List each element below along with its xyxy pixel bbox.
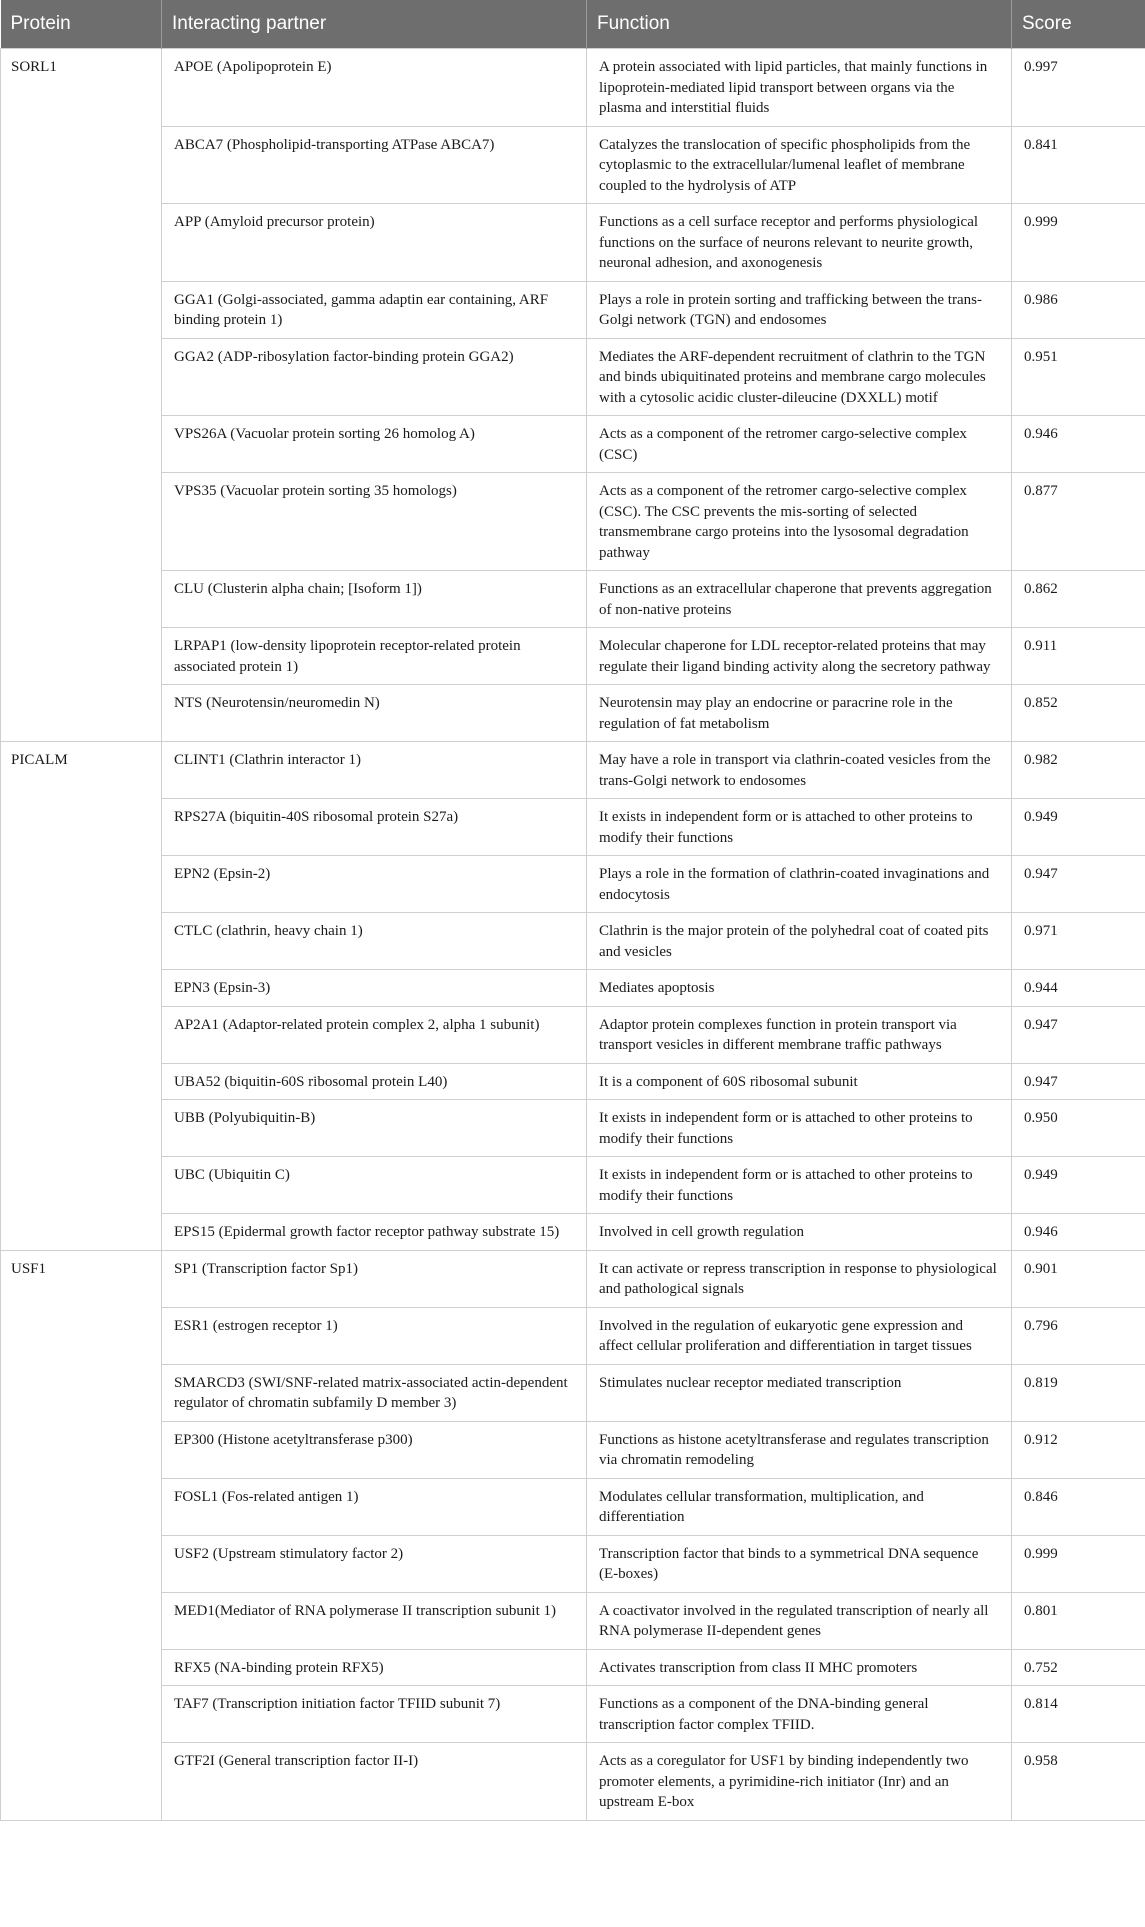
table-row xyxy=(1,473,1145,571)
table-row xyxy=(1,1592,1145,1649)
function-cell: Stimulates nuclear receptor mediated transcription xyxy=(587,1364,1012,1421)
partner-cell: RFX5 (NA-binding protein RFX5) xyxy=(162,1649,587,1686)
partner-cell: NTS (Neurotensin/neuromedin N) xyxy=(162,685,587,742)
partner-cell: MED1(Mediator of RNA polymerase II transcription subunit 1) xyxy=(162,1592,587,1649)
function-cell: Functions as a cell surface receptor and performs physiological functions on the surface of neurons relevant to neurite growth, neuronal adhesion, and axonogenesis xyxy=(587,204,1012,282)
header-function: Function xyxy=(587,0,1012,49)
score-cell: 0.801 xyxy=(1012,1592,1145,1649)
score-cell: 0.997 xyxy=(1012,49,1145,127)
table-row xyxy=(1,1063,1145,1100)
partner-cell: UBA52 (biquitin-60S ribosomal protein L40) xyxy=(162,1063,587,1100)
partner-cell: GGA2 (ADP-ribosylation factor-binding protein GGA2) xyxy=(162,338,587,416)
partner-cell: UBC (Ubiquitin C) xyxy=(162,1157,587,1214)
partner-cell: CLU (Clusterin alpha chain; [Isoform 1]) xyxy=(162,571,587,628)
partner-cell: FOSL1 (Fos-related antigen 1) xyxy=(162,1478,587,1535)
score-cell: 0.912 xyxy=(1012,1421,1145,1478)
score-cell: 0.958 xyxy=(1012,1743,1145,1821)
score-cell: 0.841 xyxy=(1012,126,1145,204)
partner-cell: EP300 (Histone acetyltransferase p300) xyxy=(162,1421,587,1478)
partner-cell: LRPAP1 (low-density lipoprotein receptor-related protein associated protein 1) xyxy=(162,628,587,685)
function-cell: A protein associated with lipid particles, that mainly functions in lipoprotein-mediated lipid transport between organs via the plasma and interstitial fluids xyxy=(587,49,1012,127)
score-cell: 0.982 xyxy=(1012,742,1145,799)
partner-cell: EPN3 (Epsin-3) xyxy=(162,970,587,1007)
partner-cell: EPN2 (Epsin-2) xyxy=(162,856,587,913)
score-cell: 0.862 xyxy=(1012,571,1145,628)
table-body xyxy=(1,49,1145,1821)
table-row xyxy=(1,685,1145,742)
function-cell: Functions as an extracellular chaperone that prevents aggregation of non-native proteins xyxy=(587,571,1012,628)
score-cell: 0.971 xyxy=(1012,913,1145,970)
score-cell: 0.946 xyxy=(1012,1214,1145,1251)
score-cell: 0.944 xyxy=(1012,970,1145,1007)
score-cell: 0.986 xyxy=(1012,281,1145,338)
score-cell: 0.949 xyxy=(1012,1157,1145,1214)
table-row xyxy=(1,1100,1145,1157)
partner-cell: RPS27A (biquitin-40S ribosomal protein S27a) xyxy=(162,799,587,856)
partner-cell: EPS15 (Epidermal growth factor receptor pathway substrate 15) xyxy=(162,1214,587,1251)
score-cell: 0.796 xyxy=(1012,1307,1145,1364)
score-cell: 0.947 xyxy=(1012,1063,1145,1100)
function-cell: Clathrin is the major protein of the polyhedral coat of coated pits and vesicles xyxy=(587,913,1012,970)
function-cell: May have a role in transport via clathrin-coated vesicles from the trans-Golgi network to endosomes xyxy=(587,742,1012,799)
score-cell: 0.819 xyxy=(1012,1364,1145,1421)
table-row xyxy=(1,1535,1145,1592)
table-row xyxy=(1,1250,1145,1307)
header-interacting-partner: Interacting partner xyxy=(162,0,587,49)
function-cell: Neurotensin may play an endocrine or paracrine role in the regulation of fat metabolism xyxy=(587,685,1012,742)
table-row xyxy=(1,416,1145,473)
function-cell: Transcription factor that binds to a symmetrical DNA sequence (E-boxes) xyxy=(587,1535,1012,1592)
table-row xyxy=(1,1214,1145,1251)
partner-cell: TAF7 (Transcription initiation factor TFIID subunit 7) xyxy=(162,1686,587,1743)
score-cell: 0.947 xyxy=(1012,856,1145,913)
table-row xyxy=(1,628,1145,685)
function-cell: Acts as a component of the retromer cargo-selective complex (CSC) xyxy=(587,416,1012,473)
function-cell: Mediates the ARF-dependent recruitment of clathrin to the TGN and binds ubiquitinated proteins and membrane cargo molecules with a cytosolic acidic cluster-dileucine (DXXLL) motif xyxy=(587,338,1012,416)
function-cell: Plays a role in protein sorting and trafficking between the trans-Golgi network (TGN) and endosomes xyxy=(587,281,1012,338)
partner-cell: APP (Amyloid precursor protein) xyxy=(162,204,587,282)
function-cell: It can activate or repress transcription in response to physiological and pathological signals xyxy=(587,1250,1012,1307)
partner-cell: SP1 (Transcription factor Sp1) xyxy=(162,1250,587,1307)
function-cell: Involved in cell growth regulation xyxy=(587,1214,1012,1251)
score-cell: 0.946 xyxy=(1012,416,1145,473)
table-row xyxy=(1,1649,1145,1686)
partner-cell: ESR1 (estrogen receptor 1) xyxy=(162,1307,587,1364)
partner-cell: UBB (Polyubiquitin-B) xyxy=(162,1100,587,1157)
partner-cell: VPS35 (Vacuolar protein sorting 35 homologs) xyxy=(162,473,587,571)
score-cell: 0.752 xyxy=(1012,1649,1145,1686)
table-row xyxy=(1,1743,1145,1821)
function-cell: Acts as a coregulator for USF1 by binding independently two promoter elements, a pyrimidine-rich initiator (Inr) and an upstream E-box xyxy=(587,1743,1012,1821)
protein-cell: USF1 xyxy=(1,1250,162,1820)
function-cell: Catalyzes the translocation of specific phospholipids from the cytoplasmic to the extracellular/lumenal leaflet of membrane coupled to the hydrolysis of ATP xyxy=(587,126,1012,204)
table-row xyxy=(1,338,1145,416)
table-row xyxy=(1,1307,1145,1364)
function-cell: It exists in independent form or is attached to other proteins to modify their functions xyxy=(587,1157,1012,1214)
score-cell: 0.950 xyxy=(1012,1100,1145,1157)
partner-cell: AP2A1 (Adaptor-related protein complex 2, alpha 1 subunit) xyxy=(162,1006,587,1063)
table-row xyxy=(1,1478,1145,1535)
score-cell: 0.951 xyxy=(1012,338,1145,416)
function-cell: Acts as a component of the retromer cargo-selective complex (CSC). The CSC prevents the mis-sorting of selected transmembrane cargo proteins into the lysosomal degradation pathway xyxy=(587,473,1012,571)
table-row xyxy=(1,281,1145,338)
table-row xyxy=(1,1006,1145,1063)
table-row xyxy=(1,49,1145,127)
function-cell: Mediates apoptosis xyxy=(587,970,1012,1007)
function-cell: Functions as histone acetyltransferase and regulates transcription via chromatin remodeling xyxy=(587,1421,1012,1478)
table-row xyxy=(1,204,1145,282)
score-cell: 0.877 xyxy=(1012,473,1145,571)
function-cell: Activates transcription from class II MHC promoters xyxy=(587,1649,1012,1686)
table-row xyxy=(1,126,1145,204)
partner-cell: CLINT1 (Clathrin interactor 1) xyxy=(162,742,587,799)
score-cell: 0.911 xyxy=(1012,628,1145,685)
function-cell: Plays a role in the formation of clathrin-coated invaginations and endocytosis xyxy=(587,856,1012,913)
partner-cell: APOE (Apolipoprotein E) xyxy=(162,49,587,127)
partner-cell: ABCA7 (Phospholipid-transporting ATPase ABCA7) xyxy=(162,126,587,204)
function-cell: It is a component of 60S ribosomal subunit xyxy=(587,1063,1012,1100)
table-row xyxy=(1,856,1145,913)
table-row xyxy=(1,1364,1145,1421)
table-row xyxy=(1,970,1145,1007)
table-row xyxy=(1,799,1145,856)
table-row xyxy=(1,742,1145,799)
function-cell: A coactivator involved in the regulated transcription of nearly all RNA polymerase II-dependent genes xyxy=(587,1592,1012,1649)
function-cell: It exists in independent form or is attached to other proteins to modify their functions xyxy=(587,799,1012,856)
header-score: Score xyxy=(1012,0,1145,49)
score-cell: 0.999 xyxy=(1012,1535,1145,1592)
partner-cell: VPS26A (Vacuolar protein sorting 26 homolog A) xyxy=(162,416,587,473)
header-protein: Protein xyxy=(1,0,162,49)
partner-cell: GTF2I (General transcription factor II-I) xyxy=(162,1743,587,1821)
table-row xyxy=(1,1157,1145,1214)
function-cell: It exists in independent form or is attached to other proteins to modify their functions xyxy=(587,1100,1012,1157)
function-cell: Adaptor protein complexes function in protein transport via transport vesicles in different membrane traffic pathways xyxy=(587,1006,1012,1063)
protein-cell: PICALM xyxy=(1,742,162,1251)
score-cell: 0.846 xyxy=(1012,1478,1145,1535)
score-cell: 0.852 xyxy=(1012,685,1145,742)
score-cell: 0.901 xyxy=(1012,1250,1145,1307)
partner-cell: CTLC (clathrin, heavy chain 1) xyxy=(162,913,587,970)
protein-cell: SORL1 xyxy=(1,49,162,742)
function-cell: Functions as a component of the DNA-binding general transcription factor complex TFIID. xyxy=(587,1686,1012,1743)
score-cell: 0.999 xyxy=(1012,204,1145,282)
function-cell: Modulates cellular transformation, multiplication, and differentiation xyxy=(587,1478,1012,1535)
table-row xyxy=(1,913,1145,970)
score-cell: 0.947 xyxy=(1012,1006,1145,1063)
table-row xyxy=(1,1421,1145,1478)
partner-cell: USF2 (Upstream stimulatory factor 2) xyxy=(162,1535,587,1592)
function-cell: Molecular chaperone for LDL receptor-related proteins that may regulate their ligand binding activity along the secretory pathway xyxy=(587,628,1012,685)
partner-cell: GGA1 (Golgi-associated, gamma adaptin ear containing, ARF binding protein 1) xyxy=(162,281,587,338)
function-cell: Involved in the regulation of eukaryotic gene expression and affect cellular proliferation and differentiation in target tissues xyxy=(587,1307,1012,1364)
score-cell: 0.814 xyxy=(1012,1686,1145,1743)
score-cell: 0.949 xyxy=(1012,799,1145,856)
table-row xyxy=(1,571,1145,628)
header-row xyxy=(1,0,1145,49)
table-header xyxy=(1,0,1145,49)
table-row xyxy=(1,1686,1145,1743)
partner-cell: SMARCD3 (SWI/SNF-related matrix-associated actin-dependent regulator of chromatin subfamily D member 3) xyxy=(162,1364,587,1421)
